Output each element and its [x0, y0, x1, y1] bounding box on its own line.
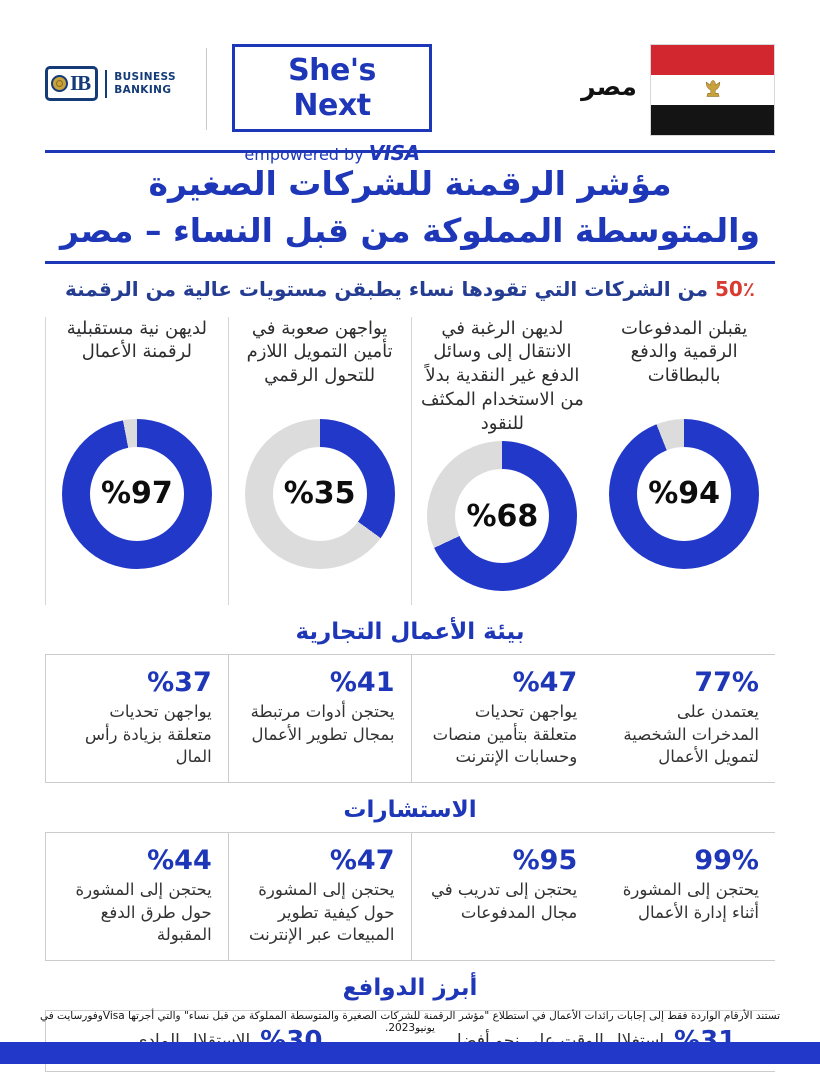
- stat-table-consultations: [45, 832, 775, 961]
- cib-business-banking-logo: [45, 66, 176, 101]
- globe-icon: [51, 75, 68, 92]
- section-title-business-environment: بيئة الأعمال التجارية: [295, 619, 525, 646]
- stat-cell: 99% يحتجن إلى المشورة أثناء إدارة الأعمال: [622, 845, 759, 922]
- eagle-of-saladin-icon: [701, 78, 725, 102]
- cib-mark: [45, 66, 98, 101]
- page-title: مؤشر الرقمنة للشركات الصغيرة والمتوسطة المملوكة من قبل النساء – مصر: [59, 164, 760, 250]
- section-title-consultations: الاستشارات: [343, 797, 477, 824]
- donut-chart: [427, 441, 577, 591]
- flag-red-stripe: [651, 45, 774, 75]
- donut-value: %97: [100, 476, 173, 512]
- egypt-flag: [650, 44, 775, 136]
- stat-value: %37: [147, 667, 212, 699]
- stat-value: %95: [512, 845, 578, 877]
- country-label: مصر: [581, 72, 637, 101]
- visa-logo: VISA: [368, 141, 420, 165]
- stat-value: 99%: [694, 845, 759, 877]
- title-rule-bottom: [45, 261, 775, 264]
- stat-value: %47: [512, 667, 578, 699]
- stat-cell: 77% يعتمدن على المدخرات الشخصية لتمويل الأعمال: [623, 667, 759, 766]
- cib-wordmark: BUSINESS BANKING: [114, 70, 176, 96]
- stat-cell: %37 يواجهن تحديات متعلقة بزيادة رأس المال: [45, 655, 228, 782]
- shes-next-box: [232, 44, 432, 132]
- donut-chart: [245, 419, 395, 569]
- donut-col-digital-payments: يقبلن المدفوعات الرقمية والدفع بالبطاقات %94: [593, 317, 775, 606]
- stat-value: %41: [329, 667, 395, 699]
- stat-value: %44: [147, 845, 212, 877]
- shes-next-title: She's Next: [288, 53, 376, 123]
- donut-col-funding-difficulty: يواجهن صعوبة في تأمين التمويل اللازم للتحول الرقمي %35: [228, 317, 411, 606]
- stat-value: 77%: [694, 667, 759, 699]
- donut-col-cashless-desire: لديهن الرغبة في الانتقال إلى وسائل الدفع غير النقدية بدلاً من الاستخدام المكثف للنقود %68: [411, 317, 594, 606]
- stat-cell: %41 يحتجن أدوات مرتبطة بمجال تطوير الأعمال: [228, 655, 411, 782]
- donut-chart-row: [45, 317, 775, 606]
- stat-cell: %47 يواجهن تحديات متعلقة بتأمين منصات وحسابات الإنترنت: [411, 655, 594, 782]
- stat-cell: %95 يحتجن إلى تدريب في مجال المدفوعات: [411, 833, 594, 960]
- logo-divider: [105, 70, 107, 98]
- headline-stat-value: 50٪: [714, 276, 755, 301]
- source-footnote: تستند الأرقام الواردة فقط إلى إجابات رائدات الأعمال في استطلاع "مؤشر الرقمنة للشركات الصغيرة والمتوسطة المملوكة من قبل نساء" والتي أجرتها Visaوفورسايت في يونيو2023.: [39, 1010, 781, 1034]
- shes-next-logo: [232, 44, 432, 165]
- header: [0, 40, 820, 165]
- headline-stat: من الشركات التي تقودها نساء يطبقن مستويات عالية من الرقمنة 50٪: [65, 276, 755, 301]
- flag-white-stripe: [651, 75, 774, 105]
- donut-value: %35: [283, 476, 356, 512]
- donut-chart: [609, 419, 759, 569]
- stat-cell: %47 يحتجن إلى المشورة حول كيفية تطوير المبيعات عبر الإنترنت: [228, 833, 411, 960]
- donut-chart: [62, 419, 212, 569]
- bottom-accent-bar: [0, 1042, 820, 1064]
- stat-value: %47: [329, 845, 395, 877]
- section-title-motivations: أبرز الدوافع: [342, 975, 478, 1002]
- donut-col-future-intent: لديهن نية مستقبلية لرقمنة الأعمال %97: [45, 317, 228, 606]
- cib-letters: IB: [70, 71, 91, 95]
- donut-value: %68: [466, 498, 539, 534]
- empowered-by-visa: empowered by VISA: [244, 141, 420, 165]
- donut-value: %94: [648, 476, 721, 512]
- header-vertical-divider: [206, 48, 207, 130]
- flag-black-stripe: [651, 105, 774, 135]
- stat-cell: %44 يحتجن إلى المشورة حول طرق الدفع المقبولة: [45, 833, 228, 960]
- stat-table-business-environment: [45, 654, 775, 783]
